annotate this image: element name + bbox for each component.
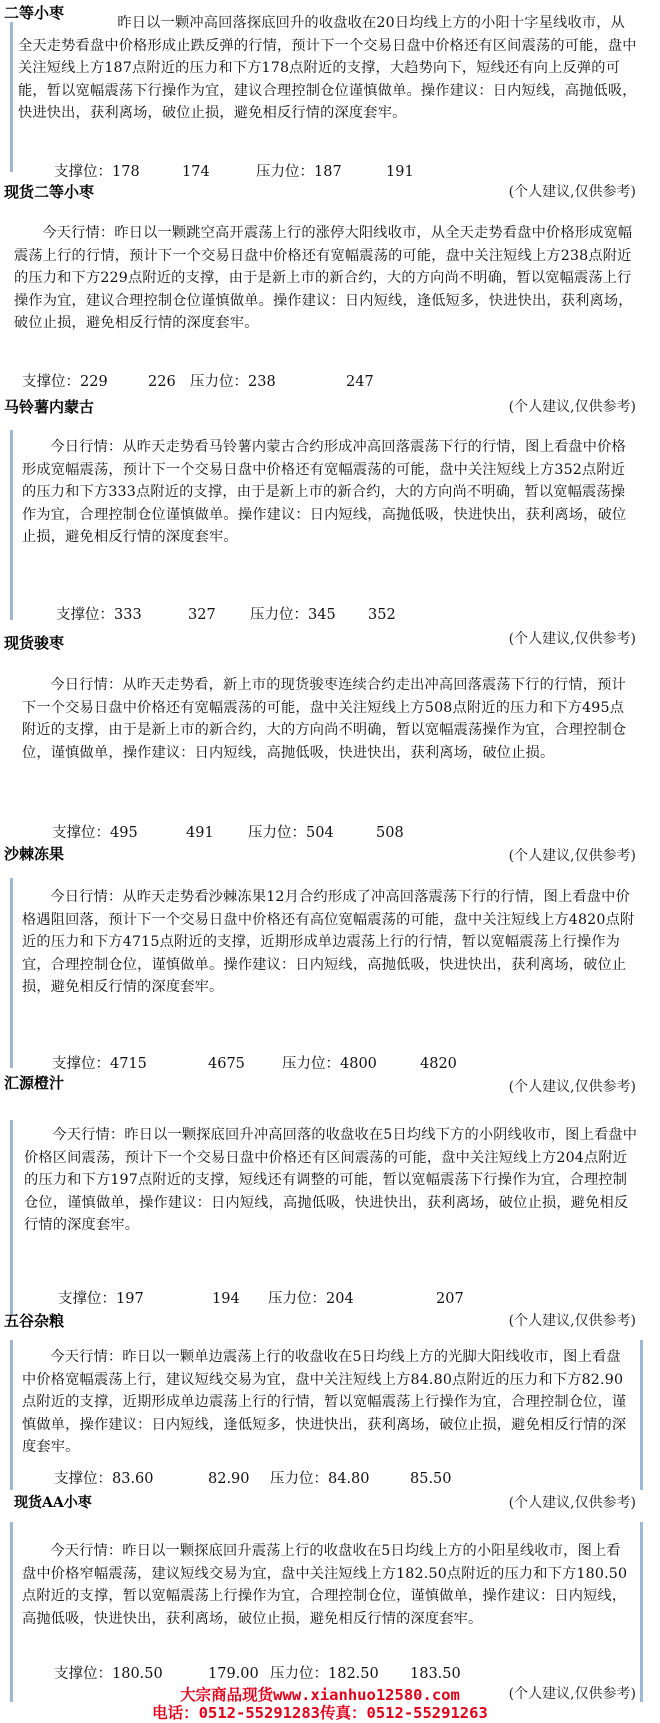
support-value: 197 [116,1291,144,1307]
section-body: 今天行情：昨日以一颗跳空高开震荡上行的涨停大阳线收市，从全天走势看盘中价格形成宽幅震荡上行的行情，预计下一个交易日盘中价格还有宽幅震荡的可能，盘中关注短线上方238点附近的压力和下方229点附近的支撑，由于是新上市的新合约，大的方向尚不明确，暂以宽幅震荡上行操作为宜，建议合理控制仓位谨慎做单。操作建议：日内短线，逢低短多，快进快出，获利离场，破位止损，避免相反行情的深度套牢。 [14,225,633,331]
support-value: 194 [212,1291,240,1307]
disclaimer-note: (个人建议,仅供参考) [508,1079,636,1095]
section-body: 昨日以一颗冲高回落探底回升的收盘收在20日均线上方的小阳十字星线收市，从全天走势看盘中价格形成止跌反弹的行情，预计下一个交易日盘中价格还有区间震荡的可能，盘中关注短线上方187点附近的压力和下方178点附近的支撑，大趋势向下，短线还有向上反弹的可能，暂以宽幅震荡下行操作为宜，建议合理控制仓位谨慎做单。操作建议：日内短线，高抛低吸，快进快出，获利离场，破位止损，避免相反行情的深度套牢。 [18,15,637,121]
section-title: 现货二等小枣 [4,183,95,201]
pressure-value: 191 [386,164,414,180]
disclaimer-note: (个人建议,仅供参考) [508,184,636,200]
pressure-label: 压力位： [270,1471,328,1487]
support-value: 82.90 [208,1471,250,1487]
pressure-value: 247 [346,374,374,390]
price-levels [52,1052,457,1073]
pressure-value: 508 [376,825,404,841]
pressure-value: 182.50 [328,1666,379,1682]
support-value: 491 [186,825,214,841]
left-border [10,878,13,1068]
right-border [640,1340,643,1490]
pressure-value: 504 [306,825,334,841]
right-border [640,1522,643,1702]
disclaimer-note: (个人建议,仅供参考) [508,1686,636,1702]
support-label: 支撑位： [52,1056,110,1072]
support-label: 支撑位： [54,164,112,180]
pressure-value: 84.80 [328,1471,370,1487]
disclaimer-note: (个人建议,仅供参考) [508,1313,636,1329]
price-levels [54,1467,452,1488]
support-value: 4715 [110,1056,147,1072]
pressure-value: 183.50 [410,1666,461,1682]
section-title: 现货AA小枣 [14,1495,92,1511]
support-value: 178 [112,164,140,180]
section-body: 今天行情：昨日以一颗探底回升震荡上行的收盘收在5日均线上方的小阳星线收市，图上看盘中价格窄幅震荡，建议短线交易为宜，盘中关注短线上方182.50点附近的压力和下方180.50点附近的支撑，暂以宽幅震荡上行操作为宜，合理控制仓位，谨慎做单，操作建议：日内短线，高抛低吸，快进快出，获利离场，破位止损，避免相反行情的深度套牢。 [22,1543,628,1627]
section-title: 马铃薯内蒙古 [4,398,95,416]
pressure-label: 压力位： [190,374,248,390]
pressure-value: 85.50 [410,1471,452,1487]
pressure-value: 352 [368,607,396,623]
left-border [10,1522,13,1702]
price-levels [58,1287,464,1308]
support-label: 支撑位： [54,1666,112,1682]
section-body: 今日行情：从昨天走势看沙棘冻果12月合约形成了冲高回落震荡下行的行情，图上看盘中价格遇阻回落，预计下一个交易日盘中价格还有高位宽幅震荡的可能，盘中关注短线上方4820点附近的压力和下方4715点附近的支撑，近期形成单边震荡上行的行情，暂以宽幅震荡上行操作为宜，合理控制仓位，谨慎做单。操作建议：日内短线，高抛低吸，快进快出，获利离场，破位止损，避免相反行情的深度套牢。 [22,889,635,995]
price-levels [54,160,414,181]
section-title: 五谷杂粮 [4,1312,65,1330]
pressure-label: 压力位： [256,164,314,180]
pressure-value: 4820 [420,1056,457,1072]
support-value: 174 [182,164,210,180]
footer-contact: 电话：0512-55291283传真：0512-55291263 [152,1704,488,1722]
pressure-label: 压力位： [268,1291,326,1307]
disclaimer-note: (个人建议,仅供参考) [508,848,636,864]
support-value: 179.00 [208,1666,259,1682]
support-value: 226 [148,374,176,390]
support-value: 4675 [208,1056,245,1072]
support-value: 495 [110,825,138,841]
left-border [10,22,13,172]
disclaimer-note: (个人建议,仅供参考) [508,399,636,415]
section-title: 现货骏枣 [4,634,65,652]
pressure-value: 207 [436,1291,464,1307]
section-body: 今日行情：从昨天走势看马铃薯内蒙古合约形成冲高回落震荡下行的行情，图上看盘中价格形成宽幅震荡，预计下一个交易日盘中价格还有宽幅震荡的可能，盘中关注短线上方352点附近的压力和下方333点附近的支撑，由于是新上市的新合约，大的方向尚不明确，暂以宽幅震荡操作为宜，合理控制仓位谨慎做单。操作建议：日内短线，高抛低吸，快进快出，获利离场，破位止损，避免相反行情的深度套牢。 [22,439,627,545]
pressure-value: 238 [248,374,276,390]
footer-website: 大宗商品现货www.xianhuo12580.com [180,1686,460,1704]
disclaimer-note: (个人建议,仅供参考) [508,1495,636,1511]
disclaimer-note: (个人建议,仅供参考) [508,631,636,647]
section-title: 二等小枣 [4,4,65,22]
support-label: 支撑位： [22,374,80,390]
price-levels [22,370,374,391]
pressure-value: 345 [308,607,336,623]
left-border [10,1120,13,1315]
support-value: 333 [114,607,142,623]
left-border [10,430,13,620]
pressure-label: 压力位： [270,1666,328,1682]
section-title: 汇源橙汁 [4,1074,65,1092]
pressure-value: 187 [314,164,342,180]
section-body: 今天行情：昨日以一颗单边震荡上行的收盘收在5日均线上方的光脚大阳线收市，图上看盘中价格宽幅震荡上行，建议短线交易为宜，盘中关注短线上方84.80点附近的压力和下方82.90点附近的支撑，近期形成单边震荡上行的行情，暂以宽幅震荡上行操作为宜，合理控制仓位，谨慎做单，操作建议：日内短线，逢低短多，快进快出，获利离场，破位止损，避免相反行情的深度套牢。 [22,1349,627,1455]
support-value: 229 [80,374,108,390]
support-value: 83.60 [112,1471,154,1487]
price-levels [54,1662,461,1683]
price-levels [52,821,404,842]
support-value: 180.50 [112,1666,163,1682]
support-label: 支撑位： [58,1291,116,1307]
pressure-label: 压力位： [248,825,306,841]
pressure-label: 压力位： [282,1056,340,1072]
section-body: 今日行情：从昨天走势看，新上市的现货骏枣连续合约走出冲高回落震荡下行的行情，预计下一个交易日盘中价格还有宽幅震荡的可能，盘中关注短线上方508点附近的压力和下方495点附近的支撑，由于是新上市的新合约，大的方向尚不明确，暂以宽幅震荡操作为宜，合理控制仓位，谨慎做单，操作建议：日内短线，高抛低吸，快进快出，获利离场，破位止损。 [22,677,627,761]
section-body: 今天行情：昨日以一颗探底回升冲高回落的收盘收在5日均线下方的小阴线收市，图上看盘中价格区间震荡，预计下一个交易日盘中价格还有区间震荡的可能，盘中关注短线上方204点附近的压力和下方197点附近的支撑，短线还有调整的可能，暂以宽幅震荡下行操作为宜，合理控制仓位，谨慎做单，操作建议：日内短线，高抛低吸，快进快出，获利离场，破位止损，避免相反行情的深度套牢。 [24,1127,638,1233]
support-label: 支撑位： [54,1471,112,1487]
pressure-value: 204 [326,1291,354,1307]
left-border [10,1340,13,1490]
price-levels [56,603,396,624]
support-label: 支撑位： [56,607,114,623]
support-value: 327 [188,607,216,623]
support-label: 支撑位： [52,825,110,841]
section-title: 沙棘冻果 [4,845,65,863]
pressure-value: 4800 [340,1056,377,1072]
pressure-label: 压力位： [250,607,308,623]
